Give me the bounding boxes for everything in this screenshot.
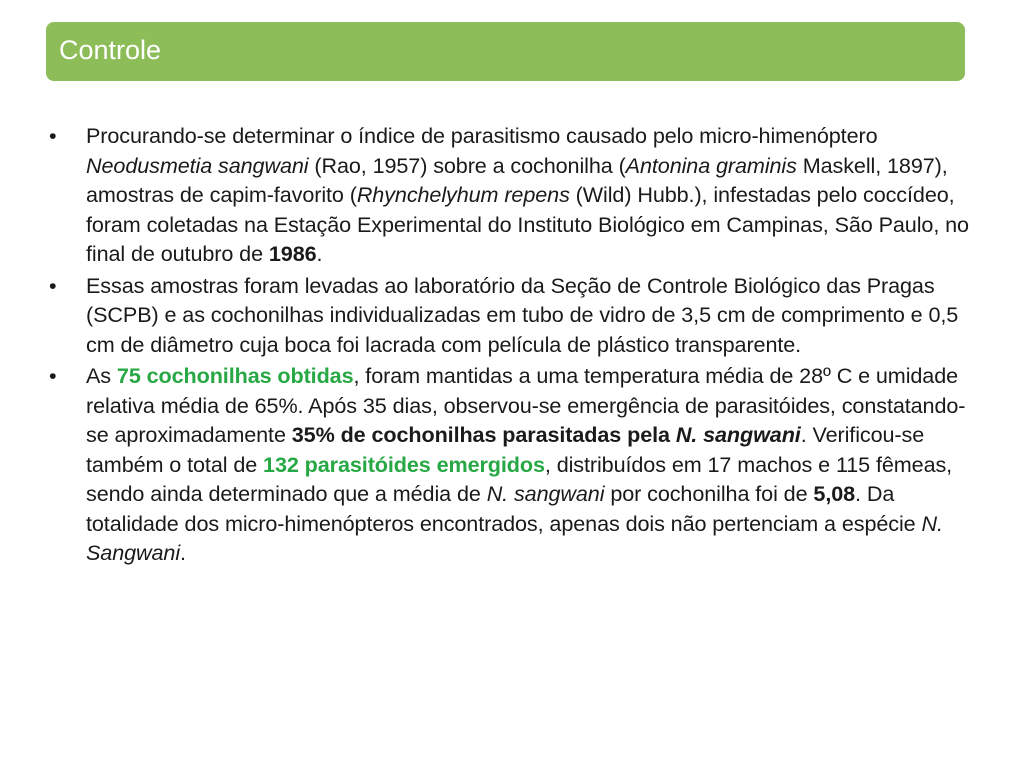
species-name: N. sangwani [675,422,801,447]
text-segment: . [180,540,186,565]
species-name: N. sangwani [486,481,605,506]
text-segment: . Da totalidade dos micro-himenópteros encontrados, apenas dois não pertenciam a espécie [86,481,922,536]
text-segment: (Wild) Hubb.), infestadas pelo coccídeo, foram coletadas na Estação Experimental do Instituto Biológico em Campinas, São Paulo, no final de outubro de [86,182,969,266]
text-segment: por cochonilha foi de [604,481,814,506]
bullet-point-icon: • [49,363,57,388]
text-segment: , foram mantidas a uma temperatura média de 28º C e umidade relativa média de 65%. Após 35 dias, observou-se emergência de parasitóides, constatando-se aproximadamente [86,363,966,447]
bullet-point-icon: • [49,272,57,298]
bullet-point-icon: • [49,123,57,148]
text-segment: . [316,241,323,266]
bullet-list [46,121,976,570]
species-name: N. Sangwani [86,510,943,565]
text-segment: As [86,363,117,388]
bold-highlight: 5,08 [813,481,856,506]
text-segment: (Rao, 1957) sobre a cochonilha ( [308,152,626,178]
text-segment: Maskell, 1897), amostras de capim-favorito ( [86,152,948,207]
text-segment: Procurando-se determinar o índice de parasitismo causado pelo micro-himenóptero [86,123,878,148]
year-highlight: 1986 [268,241,317,266]
species-name: Rhynchelyhum repens [356,182,570,207]
text-segment: . Verificou-se também o total de [86,422,925,477]
bullet-item-3 [46,361,976,568]
bold-highlight: 35% de cochonilhas parasitadas pela [291,422,676,447]
slide-title-bar [46,22,965,81]
green-highlight: 75 cochonilhas obtidas [116,363,354,388]
green-highlight: 132 parasitóides emergidos [263,451,545,477]
slide-title: Controle [59,35,162,65]
bullet-item-2 [46,271,976,360]
species-name: Antonina graminis [625,152,797,178]
bullet-item-1 [46,121,976,269]
text-segment: , distribuídos em 17 machos e 115 fêmeas, sendo ainda determinado que a média de [86,451,953,506]
species-name: Neodusmetia sangwani [86,152,309,178]
text-segment: Essas amostras foram levadas ao laboratório da Seção de Controle Biológico das Pragas (SCPB) e as cochonilhas individualizadas em tubo de vidro de 3,5 cm de comprimento e 0,5 cm de diâmetro cuja boca foi lacrada com película de plástico transparente. [86,272,959,357]
